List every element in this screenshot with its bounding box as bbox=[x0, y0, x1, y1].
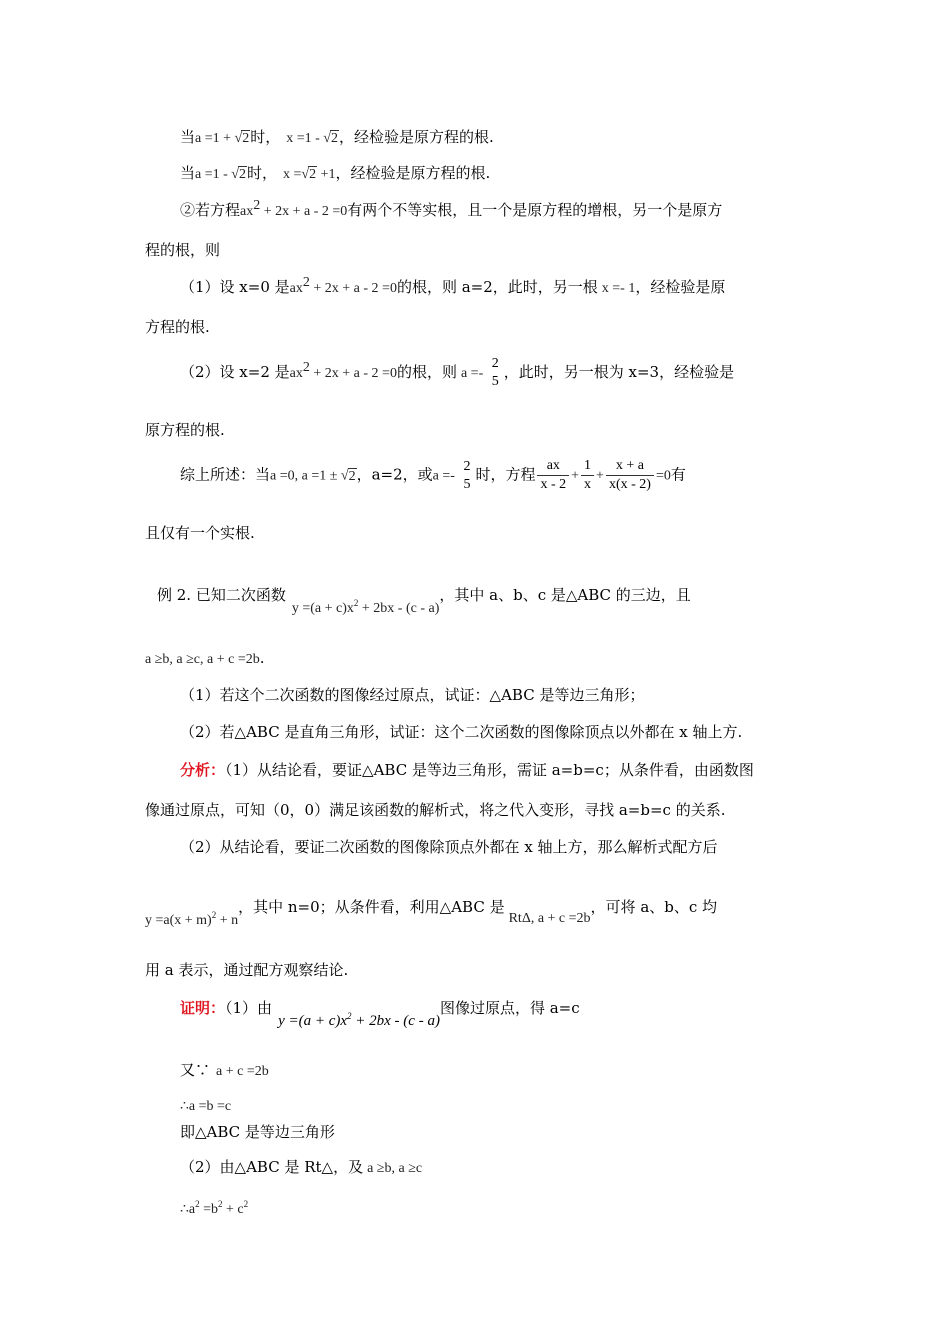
analysis-label: 分析： bbox=[180, 761, 226, 779]
math-expression: RtΔ, a + c =2b bbox=[508, 911, 591, 926]
text: 有 bbox=[670, 465, 686, 484]
sqrt-symbol: √ bbox=[234, 131, 243, 146]
text: 时， bbox=[246, 164, 277, 182]
exponent: 2 bbox=[211, 910, 217, 920]
text: 当 bbox=[180, 128, 196, 146]
text: . bbox=[259, 649, 265, 667]
text: ，可将 a、b、c 均 bbox=[590, 898, 718, 916]
text: 时，方程 bbox=[475, 465, 536, 484]
math-expression: x = bbox=[283, 167, 302, 182]
text: 当 bbox=[180, 164, 196, 182]
text-line: 程的根，则 bbox=[145, 241, 221, 259]
text-line bbox=[145, 648, 265, 670]
math-expression: a =- bbox=[432, 468, 459, 484]
text-line bbox=[180, 1060, 269, 1082]
text-line bbox=[180, 355, 734, 391]
math-expression: + 2x + a - 2 =0 bbox=[260, 204, 348, 219]
fraction bbox=[606, 457, 654, 494]
text-line bbox=[180, 163, 490, 185]
text: （1）由 bbox=[225, 999, 273, 1017]
text-line bbox=[180, 200, 722, 222]
text: 的根，则 a=2，此时，另一根 bbox=[396, 278, 598, 296]
text: 的根，则 bbox=[396, 363, 457, 381]
math-operator: + bbox=[596, 468, 604, 484]
math-expression: + 2x + a - 2 =0 bbox=[309, 366, 397, 381]
math-expression: + c bbox=[222, 1202, 244, 1217]
text: ，经检验是原 bbox=[635, 278, 726, 296]
math-operator: + bbox=[571, 468, 580, 484]
fraction-denominator: 5 bbox=[463, 476, 471, 492]
fraction-numerator: 1 bbox=[584, 458, 592, 473]
text-line bbox=[145, 897, 718, 928]
fraction bbox=[581, 457, 594, 494]
fraction-denominator: 5 bbox=[491, 374, 499, 389]
text-line: 即△ABC 是等边三角形 bbox=[180, 1123, 335, 1141]
text-line: 且仅有一个实根. bbox=[145, 524, 255, 542]
text: ，其中 a、b、c 是△ABC 的三边，且 bbox=[439, 586, 691, 604]
exponent: 2 bbox=[195, 1199, 200, 1209]
math-block bbox=[291, 598, 440, 616]
math-expression: 2 bbox=[238, 167, 246, 182]
math-expression: =0 bbox=[655, 468, 671, 484]
fraction-denominator: x - 2 bbox=[537, 475, 569, 494]
fraction-numerator: x + a bbox=[615, 458, 644, 473]
math-expression: ax bbox=[289, 366, 303, 381]
math-expression: +1 bbox=[317, 167, 336, 182]
text: ，经检验是原方程的根. bbox=[338, 128, 494, 146]
fraction-denominator: x(x - 2) bbox=[606, 475, 654, 494]
fraction-numerator: 2 bbox=[463, 458, 471, 474]
exponent: 2 bbox=[302, 275, 310, 290]
text: ②若方程 bbox=[180, 201, 241, 219]
math-expression: x =- 1 bbox=[601, 281, 636, 296]
math-expression: 2 bbox=[309, 167, 317, 182]
exponent: 2 bbox=[253, 198, 261, 213]
fraction bbox=[537, 457, 569, 494]
math-expression: 2 bbox=[330, 131, 338, 146]
text-line bbox=[180, 457, 686, 494]
text: ，此时，另一根为 x=3，经检验是 bbox=[503, 363, 735, 381]
text: 例 2. 已知二次函数 bbox=[157, 586, 286, 604]
text-line: 像通过原点，可知（0，0）满足该函数的解析式，将之代入变形，寻找 a=b=c 的关系. bbox=[145, 801, 726, 819]
sqrt-symbol: √ bbox=[323, 131, 331, 146]
math-expression: a ≥b, a ≥c, a + c =2b bbox=[145, 652, 260, 667]
text-line: 方程的根. bbox=[145, 318, 210, 336]
text: ，其中 n=0；从条件看，利用△ABC 是 bbox=[238, 898, 505, 916]
math-expression: a ≥b, a ≥c bbox=[367, 1161, 423, 1176]
sqrt-symbol: √ bbox=[340, 468, 349, 484]
exponent: 2 bbox=[353, 598, 359, 608]
math-expression: x =1 - bbox=[286, 131, 324, 146]
math-expression: y =a(x + m) bbox=[145, 913, 212, 928]
math-expression: ax bbox=[289, 281, 303, 296]
exponent: 2 bbox=[347, 1011, 352, 1021]
text-line bbox=[180, 1157, 422, 1179]
text: 综上所述：当 bbox=[180, 465, 271, 484]
sqrt-symbol: √ bbox=[231, 167, 239, 182]
math-expression: a =0, a =1 ± bbox=[270, 468, 341, 484]
math-expression: a =1 - bbox=[195, 167, 232, 182]
sqrt-symbol: √ bbox=[301, 167, 310, 182]
exponent: 2 bbox=[243, 1199, 249, 1209]
text-line: （2）从结论看，要证二次函数的图像除顶点外都在 x 轴上方，那么解析式配方后 bbox=[180, 838, 718, 856]
exponent: 2 bbox=[302, 360, 310, 375]
text: 时， bbox=[250, 128, 281, 146]
text-line bbox=[180, 760, 754, 780]
math-expression: =b bbox=[199, 1202, 219, 1217]
text: （1）设 x=0 是 bbox=[180, 278, 290, 296]
text: 有两个不等实根，且一个是原方程的增根，另一个是原方 bbox=[347, 201, 723, 219]
text-line: 用 a 表示，通过配方观察结论. bbox=[145, 961, 349, 979]
text-line bbox=[180, 127, 494, 149]
text: 又∵ bbox=[180, 1061, 211, 1079]
math-expression: ∴a bbox=[180, 1202, 196, 1217]
text-line bbox=[180, 277, 725, 299]
math-block bbox=[145, 910, 239, 928]
fraction bbox=[460, 458, 473, 494]
math-expression: + n bbox=[216, 913, 239, 928]
math-line: ∴a =b =c bbox=[180, 1099, 232, 1114]
math-expression: 2 bbox=[348, 468, 356, 484]
text-line: 原方程的根. bbox=[145, 421, 225, 439]
proof-label: 证明： bbox=[180, 999, 226, 1017]
text: （2）由△ABC 是 Rt△，及 bbox=[180, 1158, 364, 1176]
math-expression: + 2bx - (c - a) bbox=[351, 1013, 440, 1029]
fraction-denominator: x bbox=[581, 475, 594, 494]
text-line bbox=[180, 998, 580, 1029]
math-expression: y =(a + c)x bbox=[291, 601, 354, 616]
text: ，a=2，或 bbox=[356, 465, 433, 484]
fraction-numerator: ax bbox=[546, 458, 560, 473]
text: （2）设 x=2 是 bbox=[180, 363, 290, 381]
math-expression: a =- bbox=[460, 366, 487, 381]
math-expression: 2 bbox=[242, 131, 250, 146]
math-line bbox=[180, 1200, 248, 1220]
math-expression: y =(a + c)x bbox=[278, 1013, 348, 1029]
text: 图像过原点，得 a=c bbox=[439, 999, 580, 1017]
text: ，经检验是原方程的根. bbox=[335, 164, 491, 182]
text: （1）从结论看，要证△ABC 是等边三角形，需证 a=b=c；从条件看，由函数图 bbox=[225, 761, 754, 779]
math-expression: + 2x + a - 2 =0 bbox=[309, 281, 397, 296]
math-expression: a + c =2b bbox=[216, 1064, 269, 1079]
exponent: 2 bbox=[218, 1199, 223, 1209]
fraction bbox=[489, 355, 502, 391]
math-expression: ax bbox=[240, 204, 254, 219]
text-line: （2）若△ABC 是直角三角形，试证：这个二次函数的图像除顶点以外都在 x 轴上方. bbox=[180, 723, 743, 741]
text-line bbox=[157, 585, 691, 616]
fraction-numerator: 2 bbox=[491, 356, 499, 371]
math-expression: a =1 + bbox=[195, 131, 235, 146]
math-expression: + 2bx - (c - a) bbox=[358, 601, 440, 616]
math-block bbox=[278, 1013, 440, 1029]
text-line: （1）若这个二次函数的图像经过原点，试证：△ABC 是等边三角形； bbox=[180, 686, 645, 704]
